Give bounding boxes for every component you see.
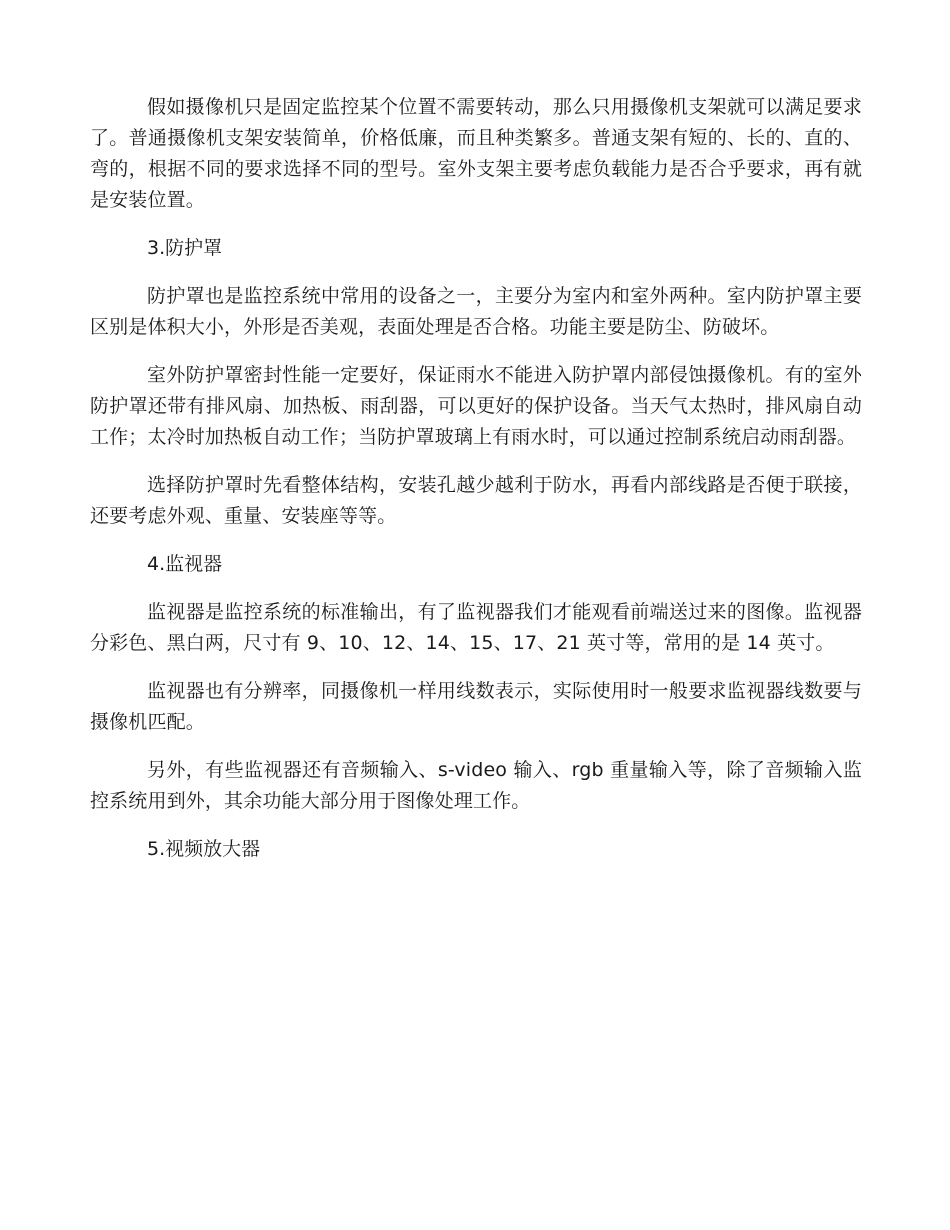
paragraph-protective-cover-intro: 防护罩也是监控系统中常用的设备之一，主要分为室内和室外两种。室内防护罩主要区别是体积大小，外形是否美观，表面处理是否合格。功能主要是防尘、防破坏。 [90, 285, 862, 338]
paragraph-outdoor-cover: 室外防护罩密封性能一定要好，保证雨水不能进入防护罩内部侵蚀摄像机。有的室外防护罩还带有排风扇、加热板、雨刮器，可以更好的保护设备。当天气太热时，排风扇自动工作；太冷时加热板自动工作；当防护罩玻璃上有雨水时，可以通过控制系统启动雨刮器。 [90, 364, 862, 448]
paragraph-monitor-resolution: 监视器也有分辨率，同摄像机一样用线数表示，实际使用时一般要求监视器线数要与摄像机匹配。 [90, 680, 862, 733]
paragraph-monitor-intro: 监视器是监控系统的标准输出，有了监视器我们才能观看前端送过来的图像。监视器分彩色、黑白两，尺寸有 9、10、12、14、15、17、21 英寸等，常用的是 14 英寸。 [90, 601, 862, 654]
section-heading-protective-cover: 3.防护罩 [147, 237, 223, 259]
paragraph-monitor-inputs: 另外，有些监视器还有音频输入、s-video 输入、rgb 重量输入等，除了音频输入监控系统用到外，其余功能大部分用于图像处理工作。 [90, 759, 862, 812]
section-heading-video-amplifier: 5.视频放大器 [147, 838, 261, 860]
paragraph-cover-selection: 选择防护罩时先看整体结构，安装孔越少越利于防水，再看内部线路是否便于联接，还要考虑外观、重量、安装座等等。 [90, 474, 862, 527]
section-heading-monitor: 4.监视器 [147, 553, 223, 575]
paragraph-camera-bracket: 假如摄像机只是固定监控某个位置不需要转动，那么只用摄像机支架就可以满足要求了。普通摄像机支架安装简单，价格低廉，而且种类繁多。普通支架有短的、长的、直的、弯的，根据不同的要求选择不同的型号。室外支架主要考虑负载能力是否合乎要求，再有就是安装位置。 [90, 96, 862, 211]
